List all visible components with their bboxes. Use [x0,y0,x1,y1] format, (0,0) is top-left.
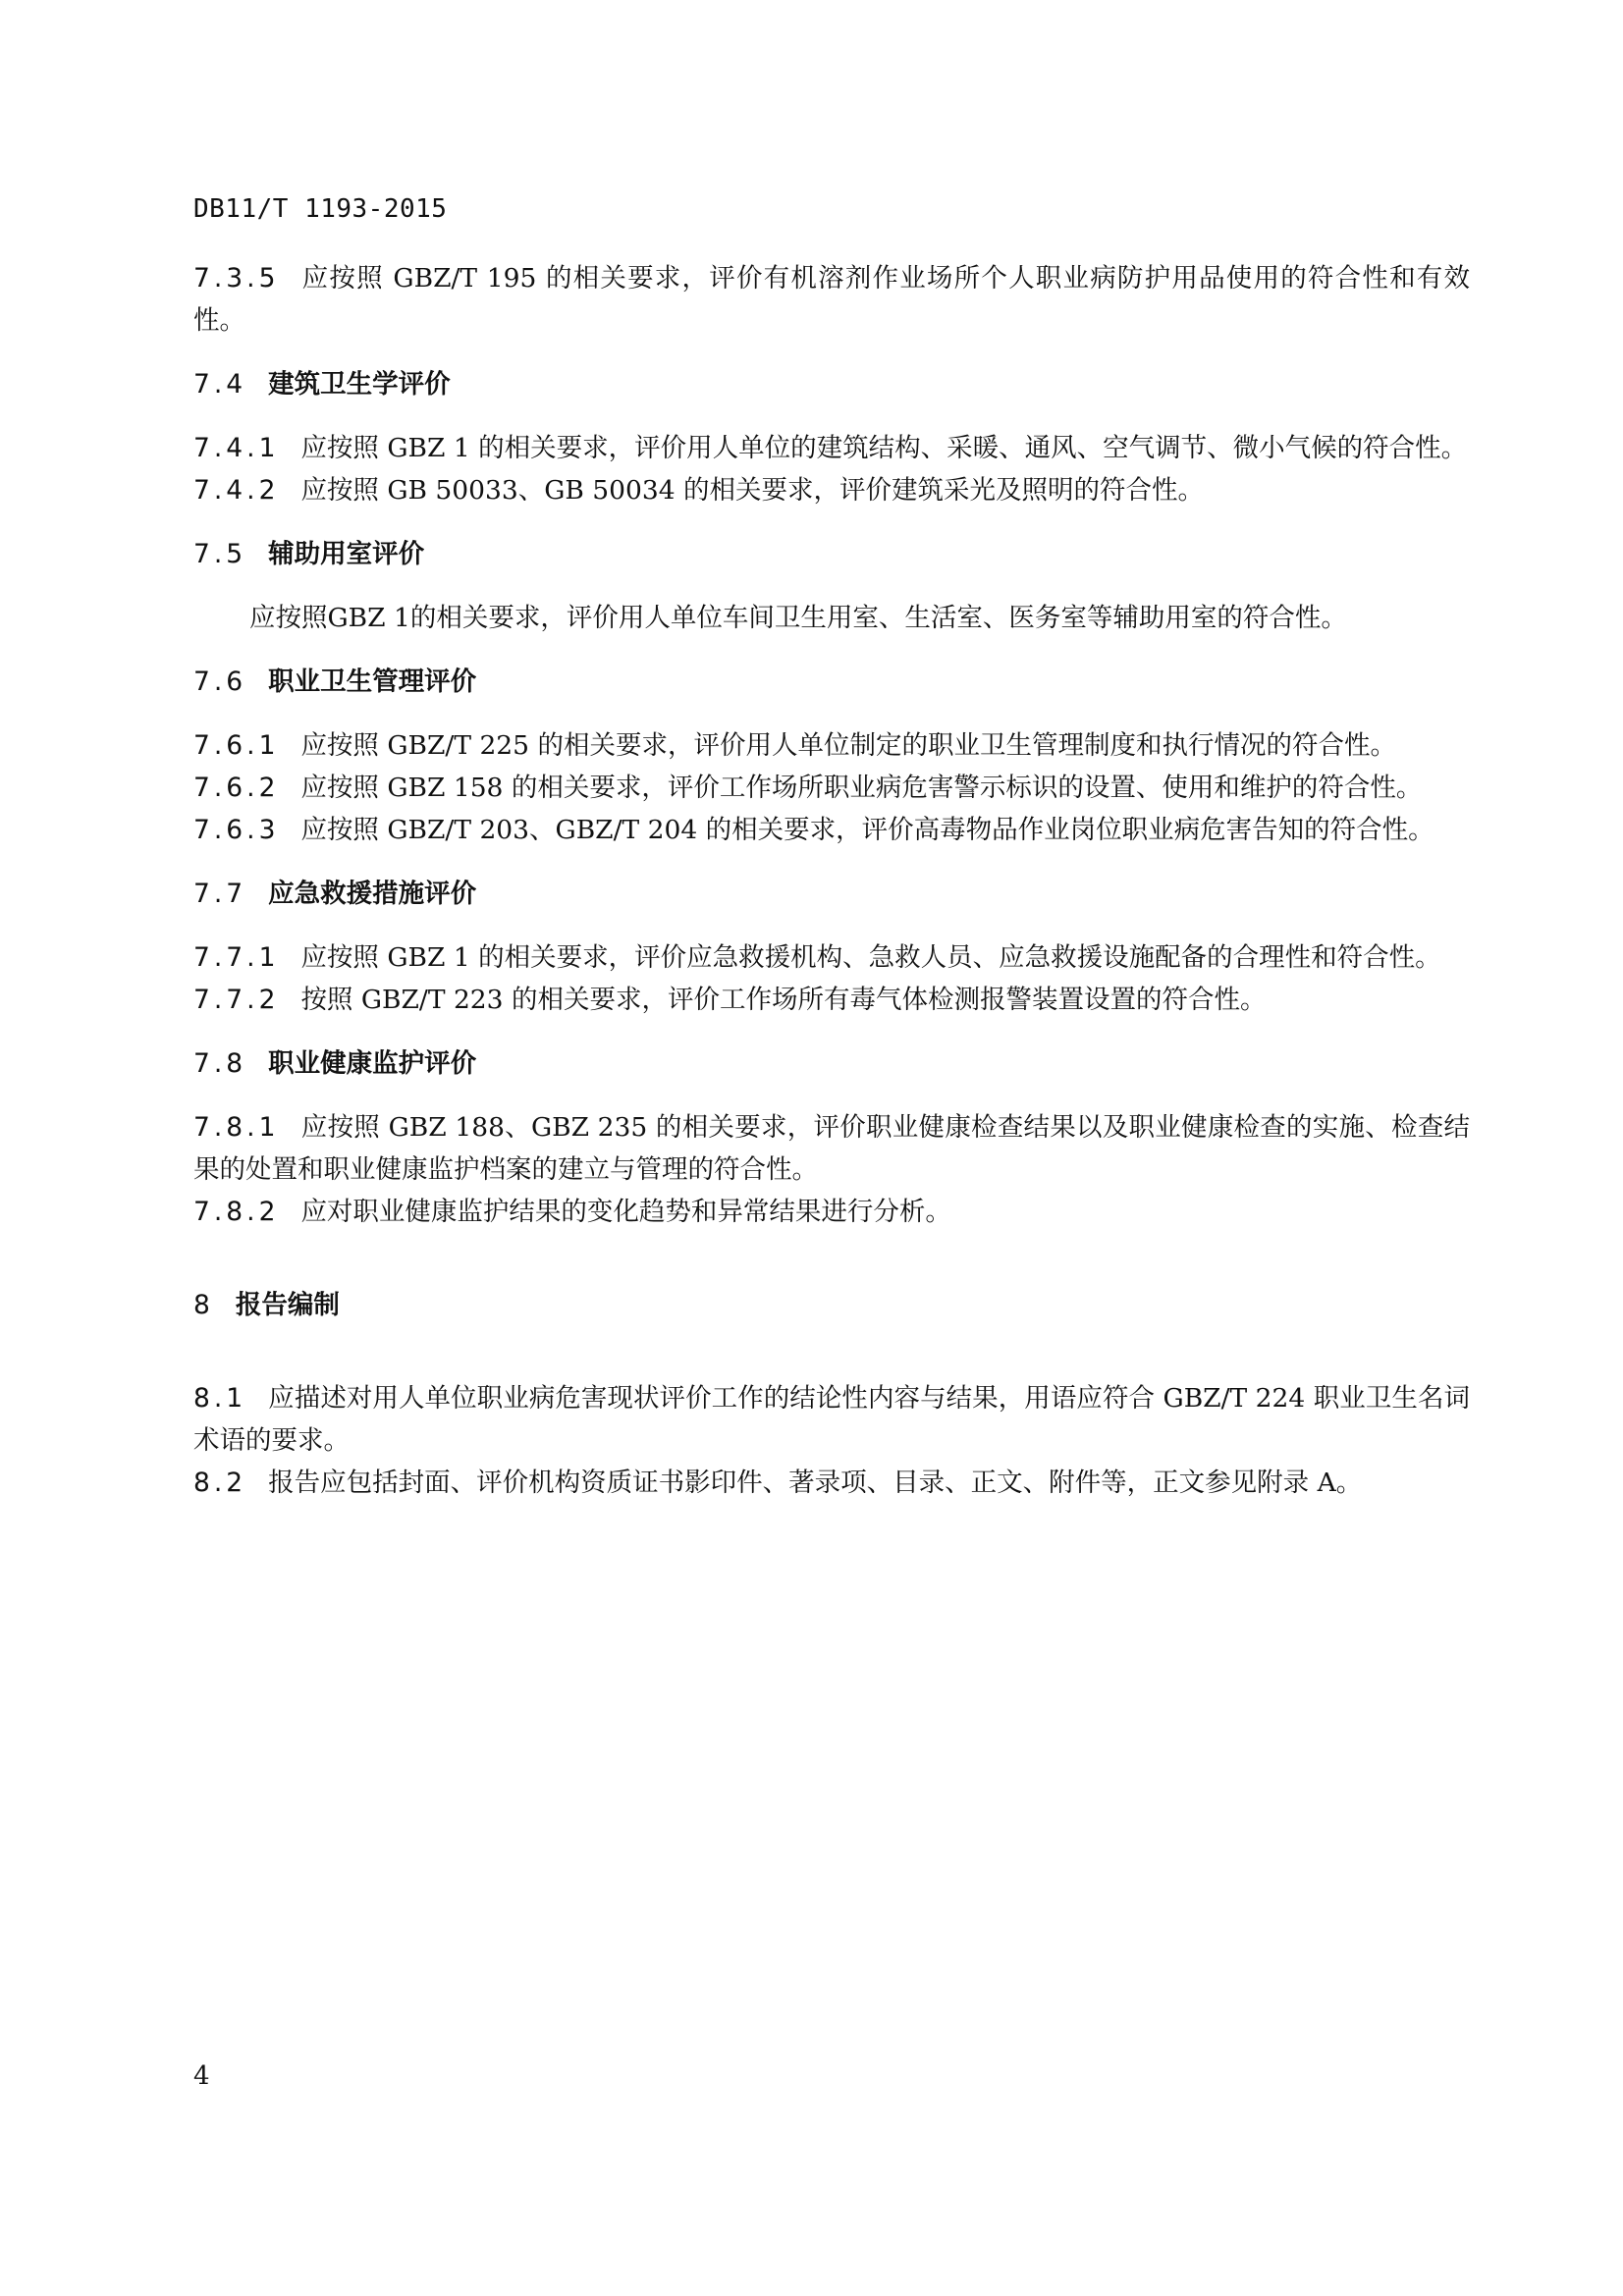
clause-text: 应对职业健康监护结果的变化趋势和异常结果进行分析。 [300,1197,951,1227]
clause-number: 7.3.5 [193,263,280,294]
clause-text: 应描述对用人单位职业病危害现状评价工作的结论性内容与结果，用语应符合 GBZ/T 224 职业卫生名词术语的要求。 [193,1383,1470,1456]
heading-number: 7.5 [193,539,247,569]
clause-text: 应按照 GB 50033、GB 50034 的相关要求，评价建筑采光及照明的符合性。 [300,475,1205,506]
heading-7-5 [193,533,1470,575]
page-number: 4 [193,2061,210,2091]
heading-number: 7.4 [193,369,247,400]
document-body [193,257,1470,1504]
heading-7-8 [193,1042,1470,1085]
heading-7-6 [193,661,1470,703]
heading-text: 职业卫生管理评价 [268,667,477,697]
heading-number: 8 [193,1290,214,1320]
heading-text: 辅助用室评价 [268,539,425,569]
clause-text: 应按照 GBZ 1 的相关要求，评价用人单位的建筑结构、采暖、通风、空气调节、微小气候的符合性。 [300,433,1468,463]
heading-text: 职业健康监护评价 [268,1048,477,1079]
clause-7-8-2 [193,1191,1470,1233]
heading-7-4 [193,363,1470,405]
clause-number: 8.2 [193,1468,247,1498]
clause-number: 7.4.2 [193,475,280,506]
heading-text: 报告编制 [235,1290,340,1320]
heading-number: 7.7 [193,879,247,909]
heading-7-7 [193,873,1470,915]
clause-7-6-1 [193,724,1470,767]
clause-text: 按照 GBZ/T 223 的相关要求，评价工作场所有毒气体检测报警装置设置的符合性。 [300,985,1267,1015]
clause-7-4-2 [193,469,1470,511]
clause-number: 7.4.1 [193,433,280,463]
clause-text: 应按照 GBZ 1 的相关要求，评价应急救援机构、急救人员、应急救援设施配备的合理性和符合性。 [300,942,1441,973]
clause-text: 应按照 GBZ 158 的相关要求，评价工作场所职业病危害警示标识的设置、使用和维护的符合性。 [300,773,1423,803]
clause-number: 7.7.1 [193,942,280,973]
clause-7-6-2 [193,767,1470,809]
clause-text: 应按照 GBZ/T 203、GBZ/T 204 的相关要求，评价高毒物品作业岗位职业病危害告知的符合性。 [300,815,1434,845]
clause-number: 7.6.3 [193,815,280,845]
clause-text: 报告应包括封面、评价机构资质证书影印件、著录项、目录、正文、附件等，正文参见附录 A。 [268,1468,1363,1498]
clause-number: 7.7.2 [193,985,280,1015]
clause-number: 7.8.1 [193,1112,280,1143]
clause-8-2 [193,1462,1470,1504]
clause-7-5-text [193,597,1470,639]
clause-8-1 [193,1377,1470,1462]
clause-7-3-5 [193,257,1470,342]
clause-number: 7.6.1 [193,730,280,761]
heading-number: 7.8 [193,1048,247,1079]
heading-8 [193,1284,1470,1326]
clause-7-7-1 [193,936,1470,979]
clause-text: 应按照 GBZ 188、GBZ 235 的相关要求，评价职业健康检查结果以及职业健康检查的实施、检查结果的处置和职业健康监护档案的建立与管理的符合性。 [193,1112,1470,1185]
clause-7-7-2 [193,979,1470,1021]
clause-7-6-3 [193,809,1470,851]
heading-number: 7.6 [193,667,247,697]
clause-7-8-1 [193,1106,1470,1191]
document-id: DB11/T 1193-2015 [193,194,448,224]
clause-text: 应按照 GBZ/T 195 的相关要求，评价有机溶剂作业场所个人职业病防护用品使用的符合性和有效性。 [193,263,1470,336]
clause-number: 7.6.2 [193,773,280,803]
clause-number: 8.1 [193,1383,247,1414]
heading-text: 建筑卫生学评价 [268,369,451,400]
clause-text: 应按照 GBZ/T 225 的相关要求，评价用人单位制定的职业卫生管理制度和执行情况的符合性。 [300,730,1396,761]
heading-text: 应急救援措施评价 [268,879,477,909]
clause-number: 7.8.2 [193,1197,280,1227]
clause-text: 应按照GBZ 1的相关要求，评价用人单位车间卫生用室、生活室、医务室等辅助用室的符合性。 [249,603,1347,633]
clause-7-4-1 [193,427,1470,469]
